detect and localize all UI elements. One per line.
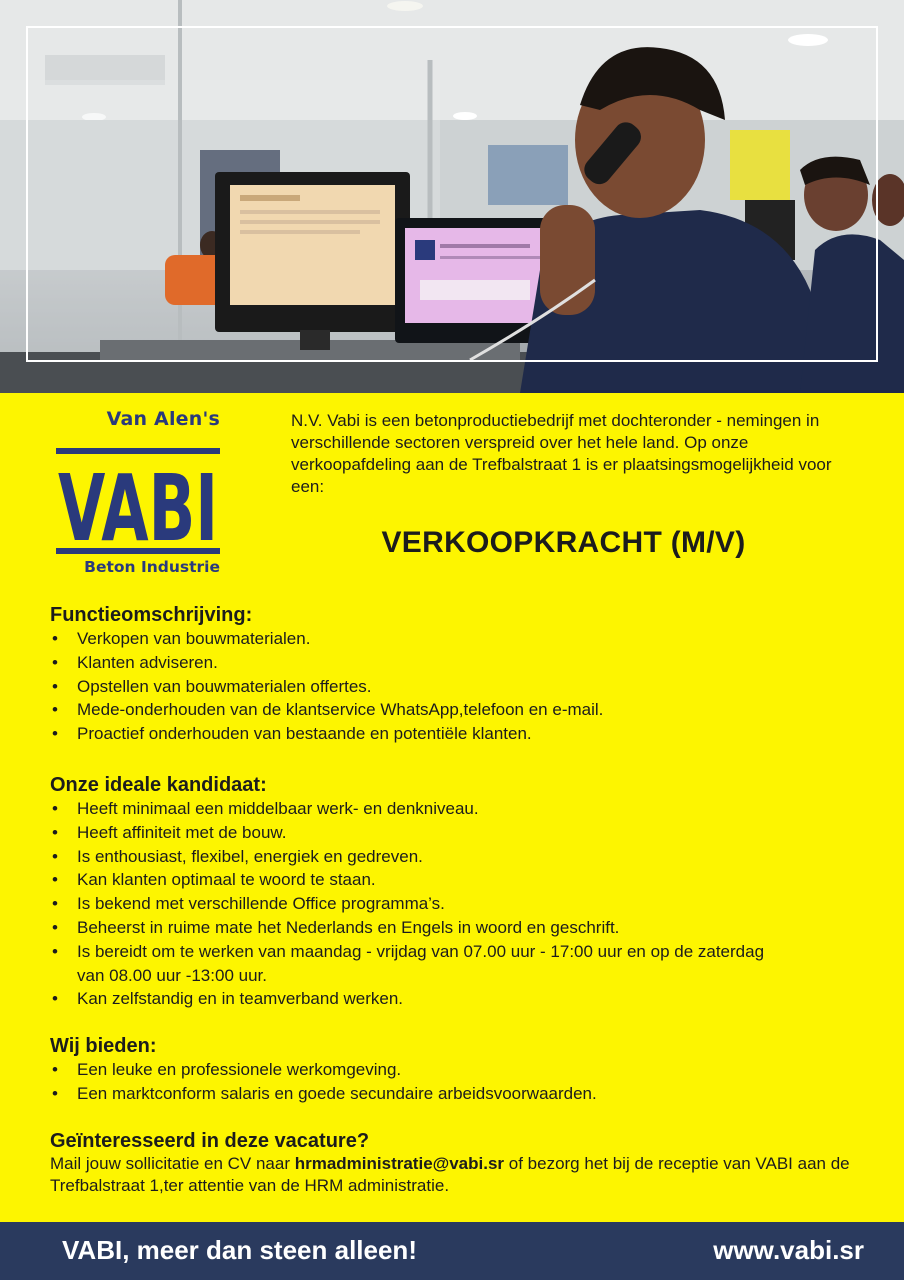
vabi-logo	[56, 408, 226, 580]
section-heading: Onze ideale kandidaat:	[50, 774, 267, 796]
list-item: • Een leuke en professionele werkomgeving.	[50, 1058, 870, 1082]
section-heading: Wij bieden:	[50, 1035, 157, 1057]
footer-slogan: VABI, meer dan steen alleen!	[62, 1235, 417, 1265]
apply-text	[50, 1153, 870, 1197]
footer-bar	[0, 1222, 904, 1280]
section-wij-bieden	[50, 1034, 870, 1106]
logo-letters	[56, 436, 220, 562]
apply-text-after: of bezorg het bij de receptie van VABI aan de Trefbalstraat 1,ter attentie van de HRM administratie.	[50, 1154, 850, 1195]
apply-heading: Geïnteresseerd in deze vacature?	[50, 1130, 370, 1152]
job-title: VERKOOPKRACHT (M/V)	[381, 526, 746, 559]
list-item: • Is bekend met verschillende Office programma’s.	[50, 892, 870, 916]
list-item: • Is bereidt om te werken van maandag - vrijdag van 07.00 uur - 17:00 uur en op de zaterdag van 08.00 uur -13:00 uur.	[50, 940, 777, 988]
photo-frame	[26, 26, 878, 362]
apply-email[interactable]: hrmadministratie@vabi.sr	[294, 1154, 505, 1173]
list-item: • Klanten adviseren.	[50, 651, 870, 675]
list-item: • Proactief onderhouden van bestaande en potentiële klanten.	[50, 722, 870, 746]
footer-website-link[interactable]: www.vabi.sr	[713, 1235, 864, 1265]
list-item: • Is enthousiast, flexibel, energiek en gedreven.	[50, 845, 870, 869]
list-item: • Heeft affiniteit met de bouw.	[50, 821, 870, 845]
list-item: • Verkopen van bouwmaterialen.	[50, 627, 870, 651]
logo-letters-text: VABI	[58, 455, 218, 562]
section-apply	[50, 1129, 870, 1197]
list-item: • Heeft minimaal een middelbaar werk- en denkniveau.	[50, 797, 870, 821]
bullet-list	[50, 797, 870, 1011]
list-item: • Beheerst in ruime mate het Nederlands en Engels in woord en geschrift.	[50, 916, 870, 940]
logo-top-text: Van Alen's	[106, 408, 220, 430]
section-ideale-kandidaat	[50, 773, 870, 1011]
list-item: • Mede-onderhouden van de klantservice WhatsApp,telefoon en e-mail.	[50, 698, 870, 722]
intro-paragraph: N.V. Vabi is een betonproductiebedrijf met dochteronder - nemingen in verschillende sectoren verspreid over het hele land. Op onze verkoopafdeling aan de Trefbalstraat 1 is er plaatsingsmogelijkheid voor een:	[291, 411, 832, 496]
list-item: • Een marktconform salaris en goede secundaire arbeidsvoorwaarden.	[50, 1082, 870, 1106]
list-item: • Kan zelfstandig en in teamverband werken.	[50, 987, 870, 1011]
list-item: • Kan klanten optimaal te woord te staan.	[50, 868, 870, 892]
section-functieomschrijving	[50, 603, 870, 746]
bullet-list	[50, 627, 870, 746]
apply-text-before: Mail jouw sollicitatie en CV naar	[50, 1154, 295, 1173]
list-item: • Opstellen van bouwmaterialen offertes.	[50, 675, 870, 699]
bullet-list	[50, 1058, 870, 1106]
logo-bottom-text: Beton Industrie	[84, 558, 220, 576]
section-heading: Functieomschrijving:	[50, 604, 253, 626]
header-photo	[0, 0, 904, 393]
